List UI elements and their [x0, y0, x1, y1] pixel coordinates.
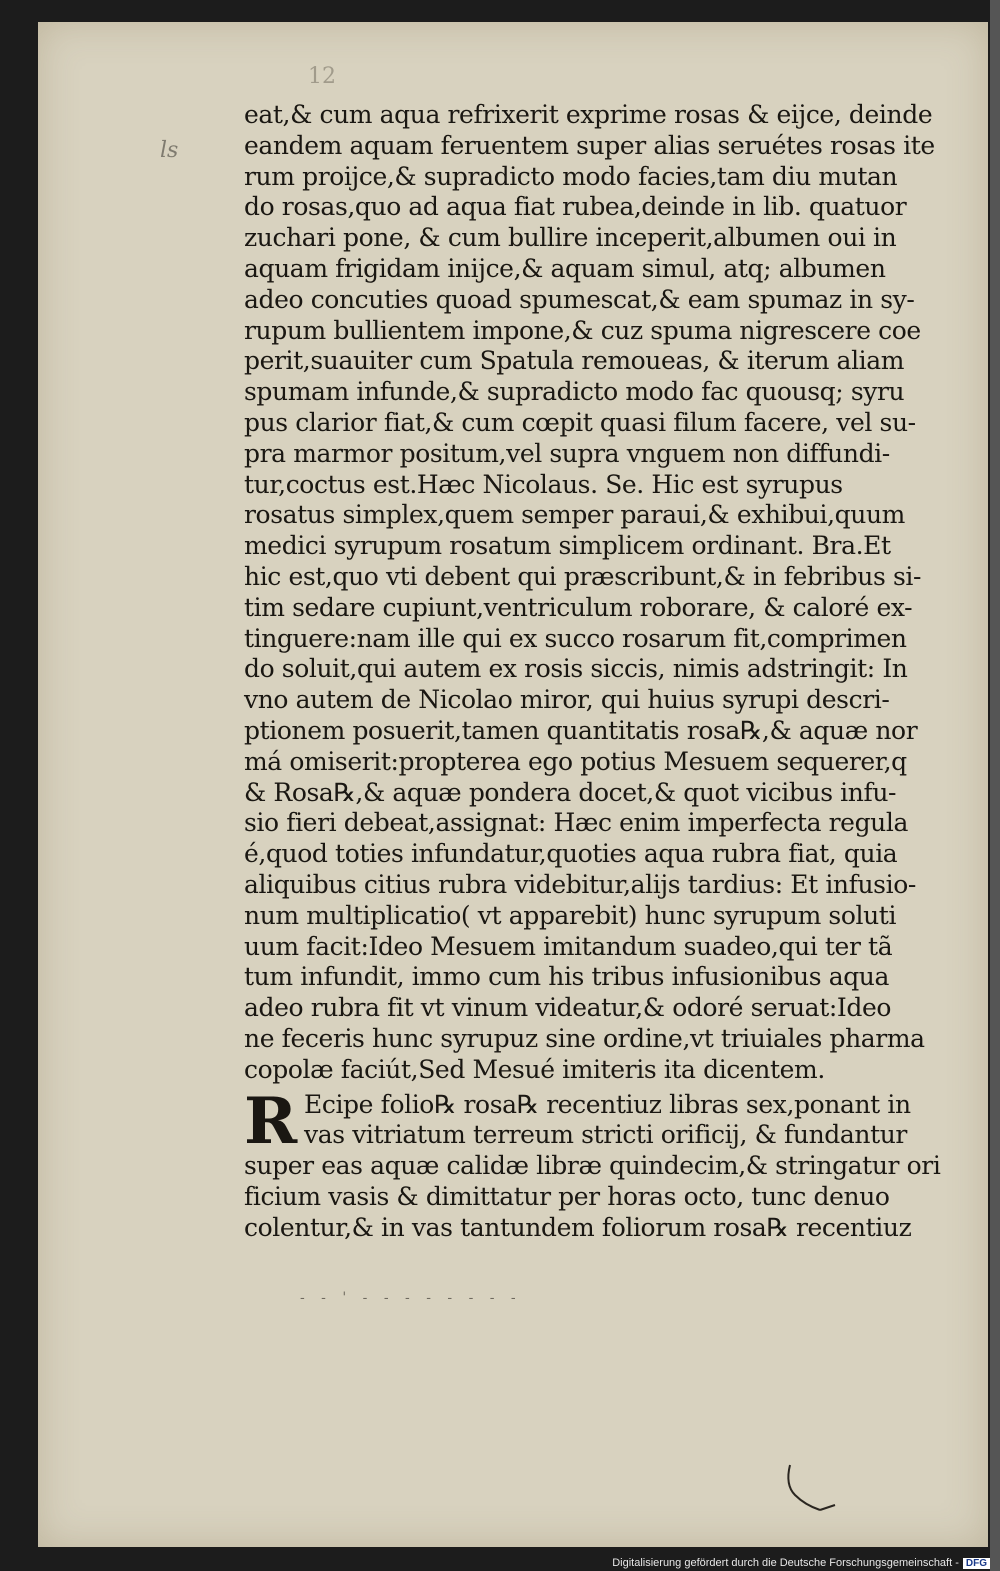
page-bottom-smudge: - - ' - - - - - - - -	[300, 1290, 522, 1306]
text-line: rupum bullientem impone,& cuz spuma nigrescere coe	[244, 315, 921, 345]
folio-mark: 12	[308, 64, 336, 89]
text-line: hic est,quo vti debent qui præscribunt,& in febribus si-	[244, 561, 922, 591]
text-line: é,quod toties infundatur,quoties aqua rubra fiat, quia	[244, 839, 898, 869]
text-line: uum facit:Ideo Mesuem imitandum suadeo,qui ter tã	[244, 931, 893, 961]
text-line: super eas aquæ calidæ libræ quindecim,& stringatur ori	[244, 1151, 941, 1181]
margin-note: ls	[160, 138, 179, 163]
text-line: spumam infunde,& supradicto modo fac quousq; syru	[244, 377, 905, 407]
pen-mark-icon	[780, 1460, 840, 1520]
text-line: & Rosa℞,& aquæ pondera docet,& quot vicibus infu-	[244, 777, 897, 807]
text-line: colentur,& in vas tantundem foliorum rosa℞ recentiuz	[244, 1212, 912, 1242]
text-line: adeo concuties quoad spumescat,& eam spumaz in sy-	[244, 284, 915, 314]
footer-text: Digitalisierung gefördert durch die Deutsche Forschungsgemeinschaft -	[612, 1557, 959, 1569]
text-line: aliquibus citius rubra videbitur,alijs tardius: Et infusio-	[244, 869, 916, 899]
text-line: ne feceris hunc syrupuz sine ordine,vt triuiales pharma	[244, 1023, 925, 1053]
text-line: ptionem posuerit,tamen quantitatis rosa℞,& aquæ nor	[244, 715, 918, 745]
text-line: vas vitriatum terreum stricti orificij, & fundantur	[304, 1120, 907, 1150]
text-line: eat,& cum aqua refrixerit exprime rosas & eijce, deinde	[244, 100, 933, 129]
text-line: rosatus simplex,quem semper paraui,& exhibui,quum	[244, 500, 905, 530]
text-line: eandem aquam feruentem super alias seruétes rosas ite	[244, 130, 935, 160]
dropcap-letter: R	[244, 1083, 298, 1159]
text-line: zuchari pone, & cum bullire inceperit,albumen oui in	[244, 223, 897, 253]
text-line: sio fieri debeat,assignat: Hæc enim imperfecta regula	[244, 808, 908, 838]
text-line: pra marmor positum,vel supra vnguem non diffundi-	[244, 438, 890, 468]
footer-credit	[612, 1557, 990, 1569]
text-line: tinguere:nam ille qui ex succo rosarum fit,comprimen	[244, 623, 907, 653]
text-line: rum proijce,& supradicto modo facies,tam diu mutan	[244, 161, 898, 191]
text-line: aquam frigidam inijce,& aquam simul, atq; albumen	[244, 253, 886, 283]
page-edge	[990, 0, 1000, 1571]
text-line: num multiplicatio( vt apparebit) hunc syrupum soluti	[244, 900, 897, 930]
text-line: ficium vasis & dimittatur per horas octo, tunc denuo	[244, 1181, 890, 1211]
text-line: do rosas,quo ad aqua fiat rubea,deinde in lib. quatuor	[244, 192, 907, 222]
text-line: tum infundit, immo cum his tribus infusionibus aqua	[244, 962, 890, 992]
main-text-block	[244, 100, 941, 1243]
dfg-logo: DFG	[963, 1558, 990, 1569]
paragraph-main	[244, 100, 935, 1086]
paragraph-recipe	[244, 1083, 941, 1244]
text-line: tim sedare cupiunt,ventriculum roborare, & caloré ex-	[244, 592, 913, 622]
text-line: Ecipe folio℞ rosa℞ recentiuz libras sex,ponant in	[304, 1089, 911, 1119]
text-line: adeo rubra fit vt vinum videatur,& odoré seruat:Ideo	[244, 993, 891, 1023]
text-line: perit,suauiter cum Spatula remoueas, & iterum aliam	[244, 346, 905, 376]
text-line: copolæ faciút,Sed Mesué imiteris ita dicentem.	[244, 1054, 825, 1084]
text-line: medici syrupum rosatum simplicem ordinant. Bra.Et	[244, 531, 891, 561]
text-line: tur,coctus est.Hæc Nicolaus. Se. Hic est syrupus	[244, 469, 843, 499]
text-line: do soluit,qui autem ex rosis siccis, nimis adstringit: In	[244, 654, 908, 684]
text-line: má omiserit:propterea ego potius Mesuem sequerer,q	[244, 746, 907, 776]
text-line: pus clarior fiat,& cum cœpit quasi filum facere, vel su-	[244, 407, 916, 437]
text-line: vno autem de Nicolao miror, qui huius syrupi descri-	[244, 685, 890, 715]
